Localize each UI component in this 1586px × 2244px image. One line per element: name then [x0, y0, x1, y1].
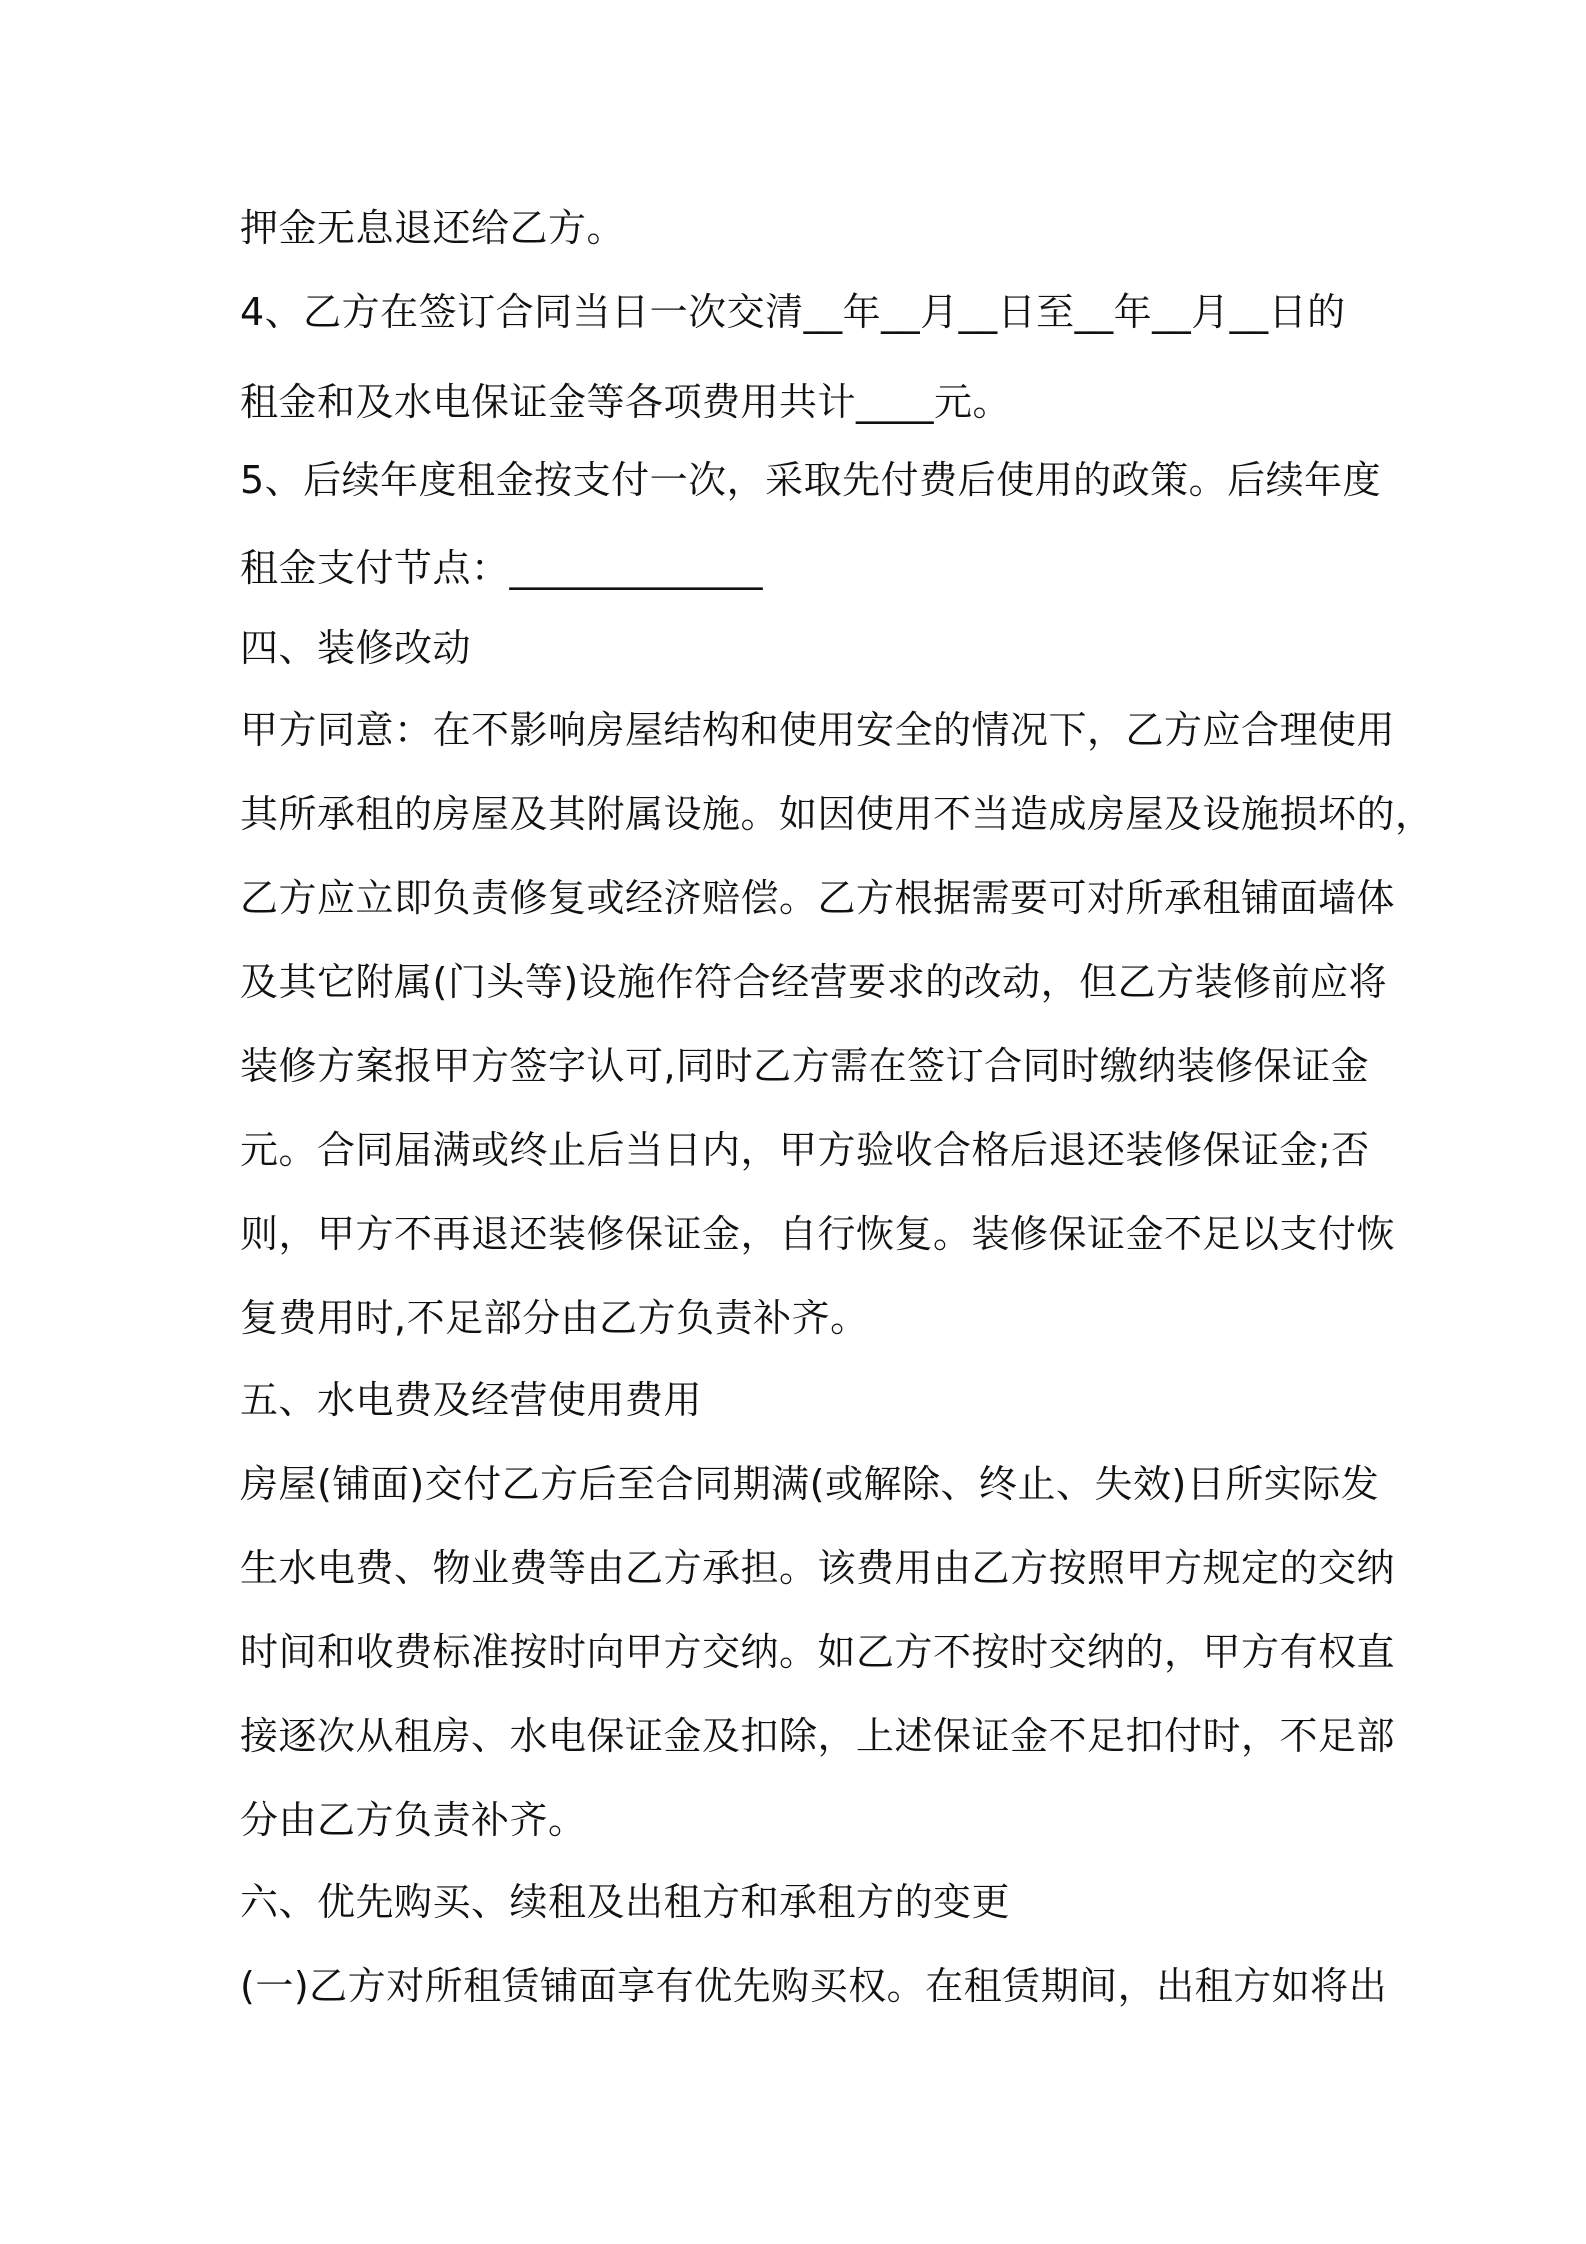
text-line: 4、乙方在签订合同当日一次交清__年__月__日至__年__月__日的	[240, 290, 1346, 334]
text-line: (一)乙方对所租赁铺面享有优先购买权。在租赁期间，出租方如将出	[240, 1964, 1388, 2008]
text-line: 则，甲方不再退还装修保证金，自行恢复。装修保证金不足以支付恢	[240, 1212, 1396, 1256]
text-line: 及其它附属(门头等)设施作符合经营要求的改动，但乙方装修前应将	[240, 960, 1388, 1004]
text-line: 装修方案报甲方签字认可,同时乙方需在签订合同时缴纳装修保证金	[240, 1044, 1370, 1088]
section-heading: 六、优先购买、续租及出租方和承租方的变更	[240, 1880, 1011, 1924]
text-line: 租金支付节点：_____________	[240, 546, 764, 590]
text-line: 乙方应立即负责修复或经济赔偿。乙方根据需要可对所承租铺面墙体	[240, 876, 1396, 920]
text-line: 房屋(铺面)交付乙方后至合同期满(或解除、终止、失效)日所实际发	[240, 1462, 1380, 1506]
text-line: 其所承租的房屋及其附属设施。如因使用不当造成房屋及设施损坏的，	[240, 792, 1434, 836]
text-line: 甲方同意：在不影响房屋结构和使用安全的情况下，乙方应合理使用	[240, 708, 1396, 752]
text-line: 押金无息退还给乙方。	[240, 206, 626, 250]
section-heading: 五、水电费及经营使用费用	[240, 1378, 703, 1422]
text-line: 接逐次从租房、水电保证金及扣除，上述保证金不足扣付时，不足部	[240, 1714, 1396, 1758]
text-line: 5、后续年度租金按支付一次，采取先付费后使用的政策。后续年度	[240, 458, 1382, 502]
text-line: 时间和收费标准按时向甲方交纳。如乙方不按时交纳的，甲方有权直	[240, 1630, 1396, 1674]
section-heading: 四、装修改动	[240, 626, 472, 670]
text-line: 租金和及水电保证金等各项费用共计____元。	[240, 380, 1012, 424]
text-line: 生水电费、物业费等由乙方承担。该费用由乙方按照甲方规定的交纳	[240, 1546, 1396, 1590]
text-line: 分由乙方负责补齐。	[240, 1798, 587, 1842]
text-line: 复费用时,不足部分由乙方负责补齐。	[240, 1296, 869, 1340]
text-line: 元。合同届满或终止后当日内，甲方验收合格后退还装修保证金;否	[240, 1128, 1370, 1172]
